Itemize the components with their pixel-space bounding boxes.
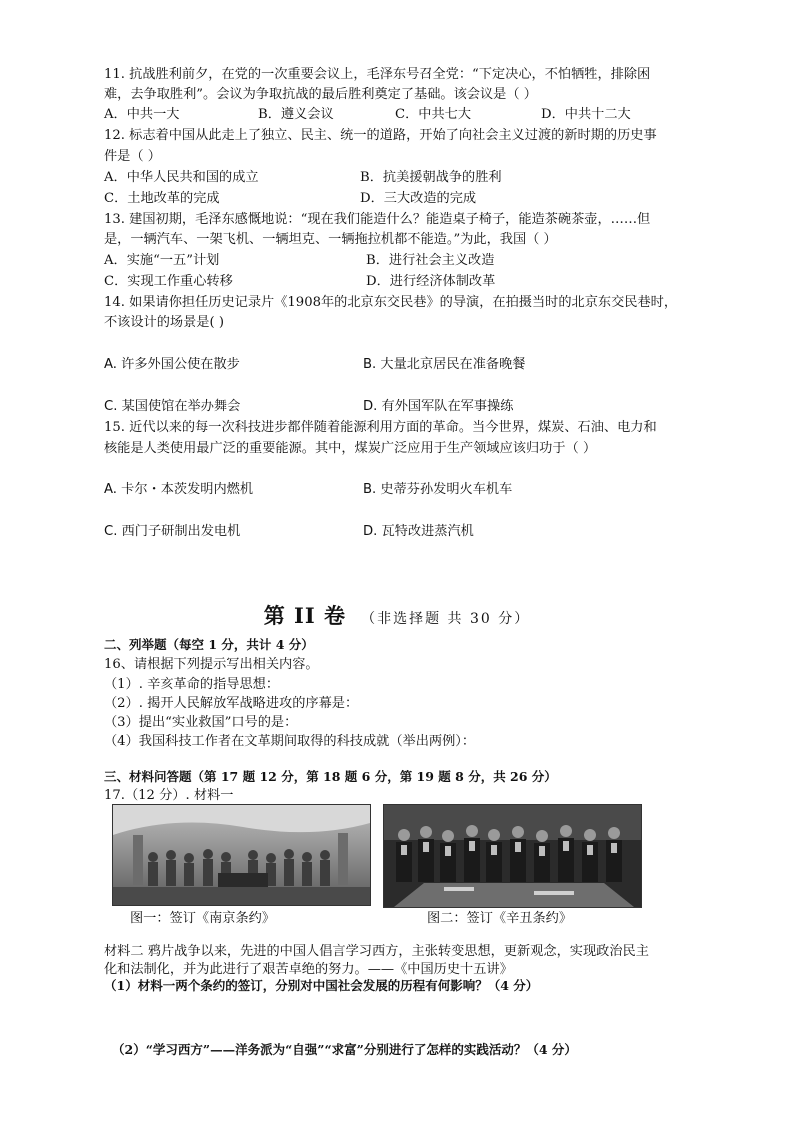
q11-line1: 11. 抗战胜利前夕，在党的一次重要会议上，毛泽东号召全党：“下定决心，不怕牺牲，排除困 [104,67,651,82]
q12-line1: 12. 标志着中国从此走上了独立、民主、统一的道路，开始了向社会主义过渡的新时期的历史事 [104,128,657,143]
material2-line2: 化和法制化，并为此进行了艰苦卓绝的努力。——《中国历史十五讲》 [104,962,513,977]
q11-option-d: D．中共十二大 [541,107,631,122]
q11-line2: 难，去争取胜利”。会议为争取抗战的最后胜利奠定了基础。该会议是（ ） [104,87,537,102]
q15-option-a: A. 卡尔・本茨发明内燃机 [104,482,254,497]
q13-option-a: A．实施“一五”计划 [104,253,220,268]
q12-option-c: C．土地改革的完成 [104,191,220,206]
q11-option-a: A．中共一大 [104,107,180,122]
q12-option-a: A．中华人民共和国的成立 [104,170,259,185]
q14-option-d: D. 有外国军队在军事操练 [363,399,514,414]
q17-prompt: 17.（12 分）. 材料一 [104,788,234,803]
q16-prompt: 16、请根据下列提示写出相关内容。 [104,657,319,672]
fig1-caption: 图一：签订《南京条约》 [130,911,276,926]
q14-option-a: A. 许多外国公使在散步 [104,357,240,372]
fig2-caption: 图二：签订《辛丑条约》 [427,911,573,926]
part2-subtitle: （非选择题 共 30 分） [361,611,531,627]
q17-sub1: （1）材料一两个条约的签订，分别对中国社会发展的历程有何影响？（4 分） [104,978,539,993]
q14-line2: 不该设计的场景是( ) [104,315,224,330]
q12-option-d: D．三大改造的完成 [360,191,477,206]
q14-option-c: C. 某国使馆在举办舞会 [104,399,241,414]
part2-title: 第 II 卷 [263,603,346,628]
section2-title: 二、列举题（每空 1 分，共计 4 分） [104,637,314,652]
q12-line2: 件是（ ） [104,149,161,164]
q15-line1: 15. 近代以来的每一次科技进步都伴随着能源利用方面的革命。当今世界，煤炭、石油、电力和 [104,420,657,435]
nanking-treaty-photo [112,804,371,906]
material2-line1: 材料二 鸦片战争以来，先进的中国人倡言学习西方，主张转变思想，更新观念，实现政治民主 [104,944,649,959]
part2-heading [0,600,794,630]
section3-title: 三、材料问答题（第 17 题 12 分，第 18 题 6 分，第 19 题 8 分，共 26 分） [104,769,557,784]
q13-option-d: D．进行经济体制改革 [366,274,496,289]
q11-option-c: C．中共七大 [395,107,472,122]
q14-line1: 14. 如果请你担任历史记录片《1908年的北京东交民巷》的导演，在拍摄当时的北京东交民巷时， [104,295,678,310]
q15-option-b: B. 史蒂芬孙发明火车机车 [363,482,513,497]
q16-item-1: （1）. 辛亥革命的指导思想： [104,677,280,692]
q17-sub2: （2）“学习西方”——洋务派为“自强”“求富”分别进行了怎样的实践活动？（4 分） [112,1042,577,1057]
q11-option-b: B．遵义会议 [258,107,334,122]
q15-option-c: C. 西门子研制出发电机 [104,524,241,539]
boxer-protocol-photo [383,804,642,908]
q15-line2: 核能是人类使用最广泛的重要能源。其中，煤炭广泛应用于生产领域应该归功于（ ） [104,441,597,456]
q16-item-3: （3）提出“实业救国”口号的是： [104,715,298,730]
q13-option-b: B．进行社会主义改造 [366,253,495,268]
q12-option-b: B．抗美援朝战争的胜利 [360,170,502,185]
q15-option-d: D. 瓦特改进蒸汽机 [363,524,474,539]
q14-option-b: B. 大量北京居民在准备晚餐 [363,357,526,372]
q13-line1: 13. 建国初期，毛泽东感慨地说：“现在我们能造什么？能造桌子椅子，能造茶碗茶壶，……但 [104,212,651,227]
q16-item-4: （4）我国科技工作者在文革期间取得的科技成就（举出两例）： [104,734,476,749]
q16-item-2: （2）. 揭开人民解放军战略进攻的序幕是： [104,696,359,711]
q13-option-c: C．实现工作重心转移 [104,274,233,289]
q13-line2: 是，一辆汽车、一架飞机、一辆坦克、一辆拖拉机都不能造。”为此，我国（ ） [104,232,557,247]
